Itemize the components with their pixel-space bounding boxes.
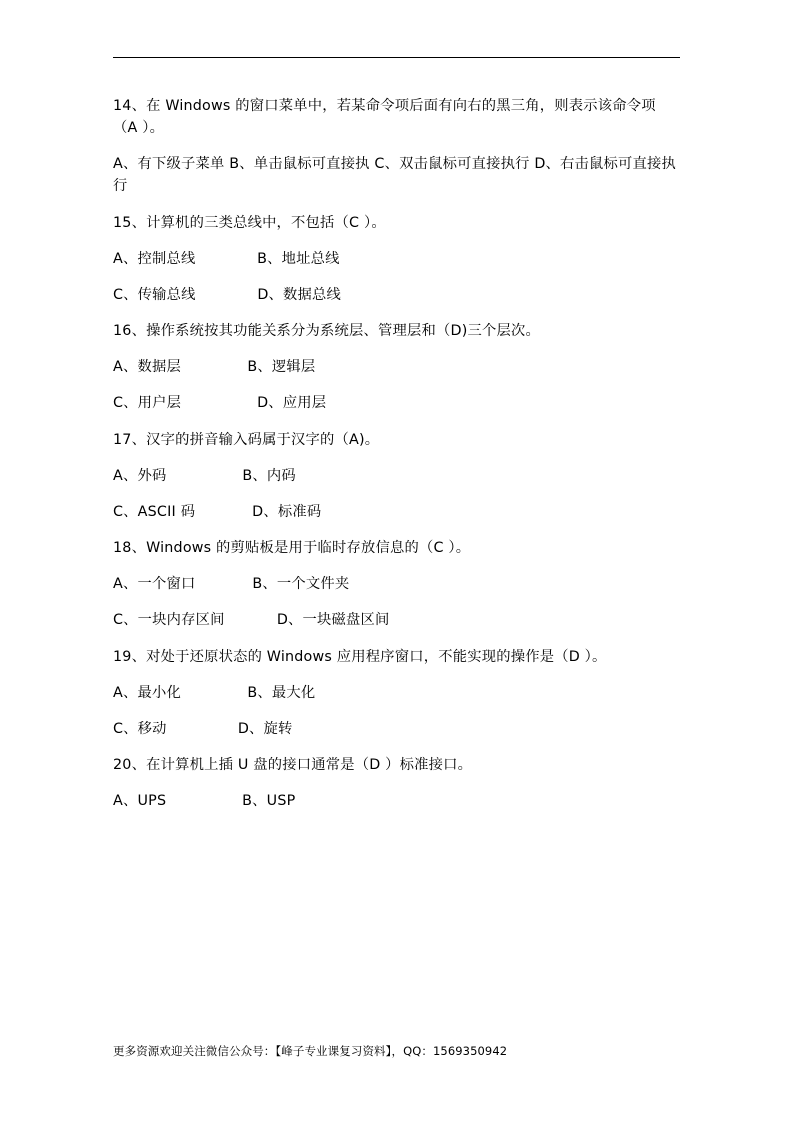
question-block-19 xyxy=(113,646,680,740)
question-options: A、最小化 B、最大化 xyxy=(113,684,316,701)
question-stem: 17、汉字的拼音输入码属于汉字的（A)。 xyxy=(113,431,380,448)
question-options: C、ASCII 码 D、标准码 xyxy=(113,503,322,520)
question-options: C、传输总线 D、数据总线 xyxy=(113,286,342,303)
question-block-14 xyxy=(113,95,680,198)
question-stem: 20、在计算机上插 U 盘的接口通常是（D ）标准接口。 xyxy=(113,756,473,773)
question-options: A、数据层 B、逻辑层 xyxy=(113,359,316,376)
question-stem: 15、计算机的三类总线中，不包括（C ）。 xyxy=(113,214,386,231)
header-divider xyxy=(113,57,680,58)
question-block-20 xyxy=(113,754,680,812)
question-options: C、移动 D、旋转 xyxy=(113,720,293,737)
question-options: C、用户层 D、应用层 xyxy=(113,395,327,412)
question-block-15 xyxy=(113,212,680,306)
question-stem: 19、对处于还原状态的 Windows 应用程序窗口，不能实现的操作是（D ）。 xyxy=(113,648,607,665)
question-options: A、控制总线 B、地址总线 xyxy=(113,250,340,267)
question-options: C、一块内存区间 D、一块磁盘区间 xyxy=(113,612,390,629)
question-stem: 18、Windows 的剪贴板是用于临时存放信息的（C ）。 xyxy=(113,540,471,557)
question-options: A、有下级子菜单 B、单击鼠标可直接执 C、双击鼠标可直接执行 D、右击鼠标可直接执行 xyxy=(113,156,677,195)
question-block-17 xyxy=(113,429,680,523)
question-list xyxy=(113,95,680,826)
question-options: A、一个窗口 B、一个文件夹 xyxy=(113,576,350,593)
question-stem: 16、操作系统按其功能关系分为系统层、管理层和（D)三个层次。 xyxy=(113,323,540,340)
question-stem: 14、在 Windows 的窗口菜单中，若某命令项后面有向右的黑三角，则表示该命令项（A ）。 xyxy=(113,98,656,137)
question-options: A、外码 B、内码 xyxy=(113,467,296,484)
page-footer: 更多资源欢迎关注微信公众号：【峰子专业课复习资料】，QQ：1569350942 xyxy=(113,1044,508,1058)
question-options: A、UPS B、USP xyxy=(113,793,296,810)
question-block-18 xyxy=(113,537,680,631)
question-block-16 xyxy=(113,320,680,414)
